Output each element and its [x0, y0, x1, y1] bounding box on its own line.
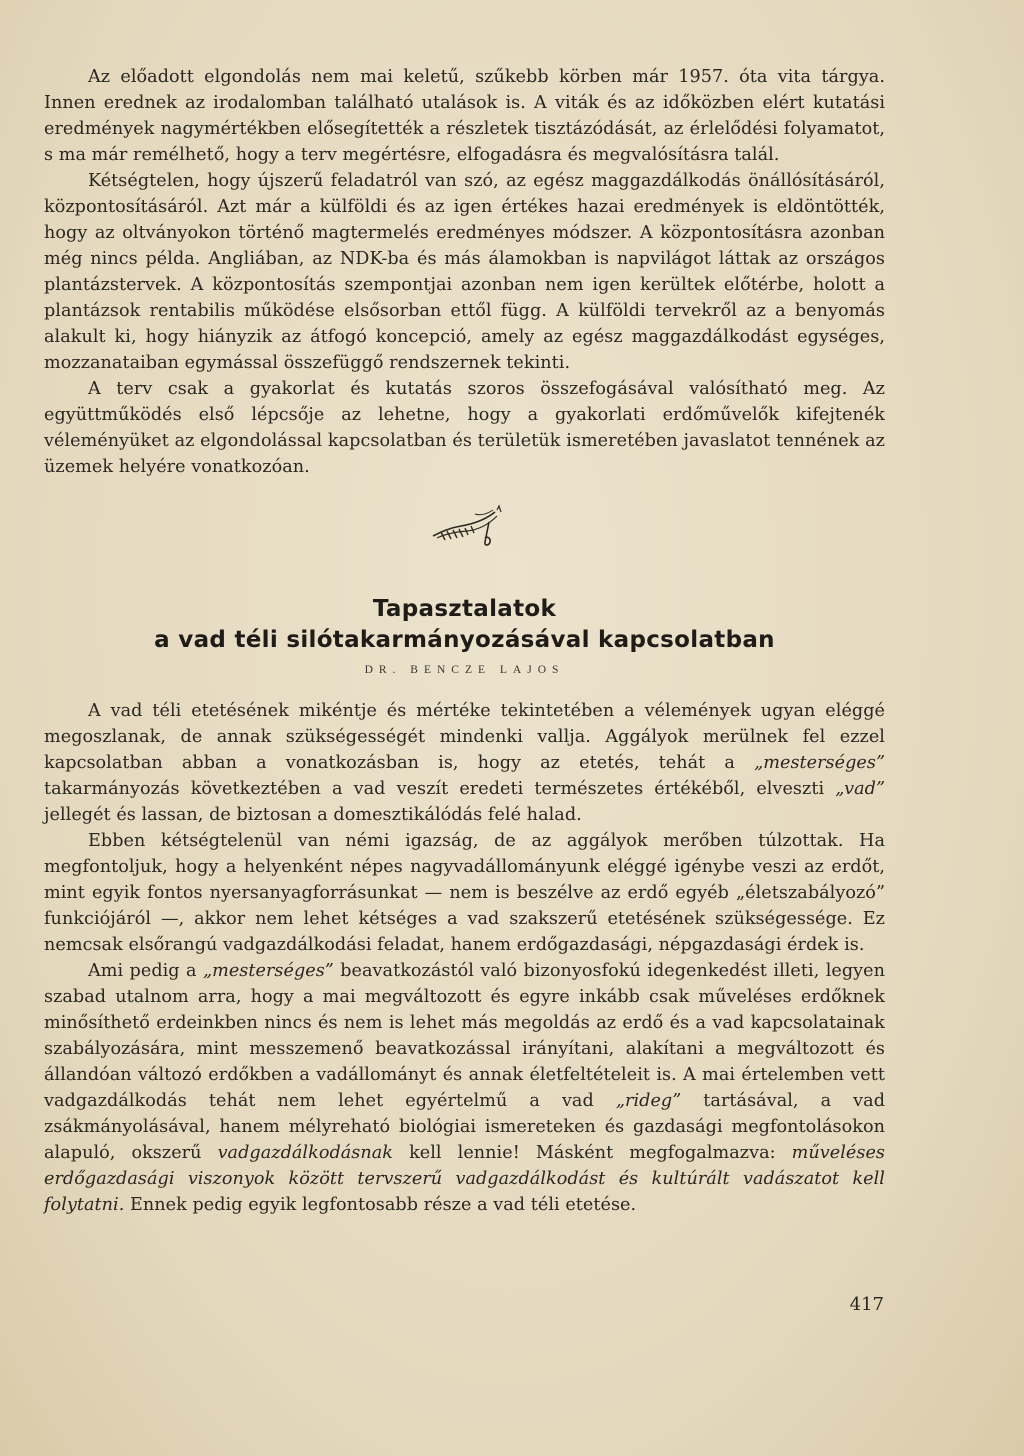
- article-title-line-2: a vad téli silótakarmányozásával kapcsolatban: [154, 627, 775, 653]
- intro-paragraph-2: Kétségtelen, hogy újszerű feladatról van szó, az egész maggazdálkodás önállósításáról, központosításáról. Azt már a külföldi és az igen értékes hazai eredmények is eldöntötték, hogy az oltványokon történő magtermelés eredményes módszer. A központosításra azonban még nincs példa. Angliában, az NDK-ba és más álamokban is napvilágot láttak az országos plantázstervek. A központosítás szempontjai azonban nem igen kerültek előtérbe, holott a plantázsok rentabilis működése elsősorban ettől függ. A külföldi tervekről az a benyomás alakult ki, hogy hiányzik az átfogó koncepció, amely az egész maggazdálkodást egységes, mozzanataiban egymással összefüggő rendszernek tekinti.: [44, 171, 885, 373]
- article-paragraph-2: Ebben kétségtelenül van némi igazság, de az aggályok merőben túlzottak. Ha megfontoljuk, hogy a helyenként népes nagyvadállományunk eléggé igénybe veszi az erdőt, mint egyik fontos nyersanyagforrásunkat — nem is beszélve az erdő egyéb „életszabályozó” funkciójáról —, akkor nem lehet kétséges a vad szakszerű etetésének szükségessége. Ez nemcsak elsőrangú vadgazdálkodási feladat, hanem erdőgazdasági, népgazdasági érdek is.: [44, 831, 885, 955]
- ornament-icon: [415, 502, 515, 548]
- intro-paragraph-1: Az előadott elgondolás nem mai keletű, szűkebb körben már 1957. óta vita tárgya. Innen erednek az irodalomban található utalások is. A viták és az időközben elért kutatási eredmények nagymértékben elősegítették a részletek tisztázódását, az érlelődési folyamatot, s ma már remélhető, hogy a terv megértésre, elfogadásra és megvalósításra talál.: [44, 67, 885, 165]
- article-heading: [44, 594, 885, 656]
- article-title-line-1: Tapasztalatok: [372, 596, 557, 622]
- page-content: [44, 64, 885, 1394]
- page-number: 417: [849, 1294, 884, 1315]
- article-paragraph-1: A vad téli etetésének mikéntje és mértéke tekintetében a vélemények ugyan eléggé megoszlanak, de annak szükségességét mindenki vallja. Aggályok merülnek fel ezzel kapcsolatban abban a vonatkozásban is, hogy az etetés, tehát a „mesterséges” takarmányozás következtében a vad veszít eredeti természetes értékéből, elveszti „vad” jellegét és lassan, de biztosan a domesztikálódás felé halad.: [44, 701, 885, 825]
- article-author: DR. BENCZE LAJOS: [364, 664, 565, 676]
- intro-paragraph-3: A terv csak a gyakorlat és kutatás szoros összefogásával valósítható meg. Az együttműködés első lépcsője az lehetne, hogy a gyakorlati erdőművelők kifejtenék véleményüket az elgondolással kapcsolatban és területük ismeretében javaslatot tennének az üzemek helyére vonatkozóan.: [44, 379, 885, 477]
- article-paragraph-3: Ami pedig a „mesterséges” beavatkozástól való bizonyosfokú idegenkedést illeti, legyen szabad utalnom arra, hogy a mai megváltozott és egyre inkább csak műveléses erdőknek minősíthető erdeinkben nincs és nem is lehet más megoldás az erdő és a vad kapcsolatainak szabályozására, mint messzemenő beavatkozással irányítani, alakítani a megváltozott és állandóan változó erdőkben a vadállományt és annak életfeltételeit is. A mai értelemben vett vadgazdálkodás tehát nem lehet egyértelmű a vad „rideg” tartásával, a vad zsákmányolásával, hanem mélyreható biológiai ismereteken és gazdasági megfontolásokon alapuló, okszerű vadgazdálkodásnak kell lennie! Másként megfogalmazva: műveléses erdőgazdasági viszonyok között tervszerű vadgazdálkodást és kultúrált vadászatot kell folytatni. Ennek pedig egyik legfontosabb része a vad téli etetése.: [44, 961, 885, 1215]
